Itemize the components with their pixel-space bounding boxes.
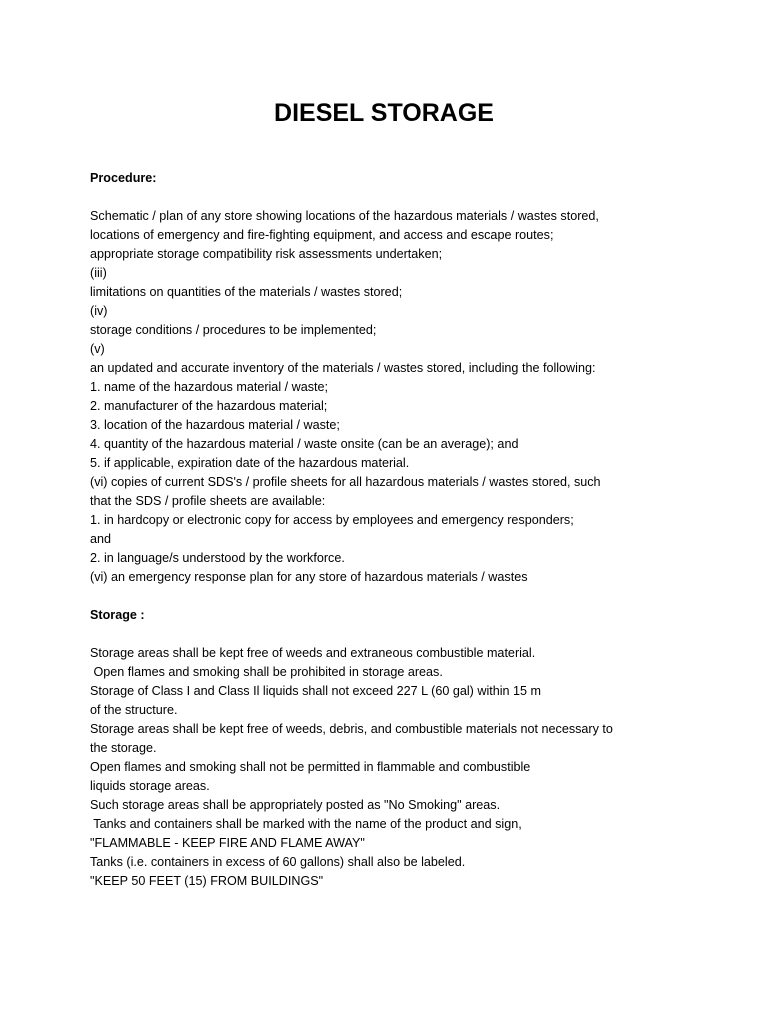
paragraph-line: an updated and accurate inventory of the materials / wastes stored, including the following: xyxy=(90,361,596,375)
paragraph-line: Such storage areas shall be appropriately posted as "No Smoking" areas. xyxy=(90,798,501,812)
section-heading-storage: Storage : xyxy=(90,608,145,622)
paragraph-line: Storage areas shall be kept free of weeds and extraneous combustible material. xyxy=(90,646,536,660)
list-item: 4. quantity of the hazardous material / waste onsite (can be an average); and xyxy=(90,437,519,451)
list-item: 2. manufacturer of the hazardous material; xyxy=(90,399,328,413)
paragraph-line: Tanks (i.e. containers in excess of 60 gallons) shall also be labeled. xyxy=(90,855,466,869)
document-body xyxy=(90,169,690,891)
paragraph-line: of the structure. xyxy=(90,703,178,717)
paragraph-line: (v) xyxy=(90,342,105,356)
paragraph-line: (vi) an emergency response plan for any store of hazardous materials / wastes xyxy=(90,570,528,584)
paragraph-line: (vi) copies of current SDS's / profile sheets for all hazardous materials / wastes stored, such xyxy=(90,475,601,489)
paragraph-line: storage conditions / procedures to be implemented; xyxy=(90,323,377,337)
list-item: 1. name of the hazardous material / waste; xyxy=(90,380,329,394)
paragraph-line: that the SDS / profile sheets are available: xyxy=(90,494,326,508)
blank-line xyxy=(90,587,690,606)
blank-line xyxy=(90,625,690,644)
blank-line xyxy=(90,188,690,207)
paragraph-line: Tanks and containers shall be marked with the name of the product and sign, xyxy=(90,817,522,831)
list-item: 1. in hardcopy or electronic copy for access by employees and emergency responders; xyxy=(90,513,574,527)
list-item: 3. location of the hazardous material / waste; xyxy=(90,418,340,432)
paragraph-line: locations of emergency and fire-fighting equipment, and access and escape routes; xyxy=(90,228,554,242)
paragraph-line: (iv) xyxy=(90,304,108,318)
paragraph-line: (iii) xyxy=(90,266,107,280)
paragraph-line: appropriate storage compatibility risk assessments undertaken; xyxy=(90,247,443,261)
paragraph-line: Schematic / plan of any store showing locations of the hazardous materials / wastes stored, xyxy=(90,209,599,223)
section-heading-procedure: Procedure: xyxy=(90,171,157,185)
paragraph-line: liquids storage areas. xyxy=(90,779,210,793)
paragraph-line: Open flames and smoking shall not be permitted in flammable and combustible xyxy=(90,760,531,774)
paragraph-line: the storage. xyxy=(90,741,157,755)
document-title: DIESEL STORAGE xyxy=(274,99,494,127)
paragraph-line: Open flames and smoking shall be prohibited in storage areas. xyxy=(90,665,443,679)
paragraph-line: limitations on quantities of the materials / wastes stored; xyxy=(90,285,403,299)
list-item: 5. if applicable, expiration date of the hazardous material. xyxy=(90,456,410,470)
list-item: 2. in language/s understood by the workforce. xyxy=(90,551,345,565)
paragraph-line: Storage of Class I and Class Il liquids shall not exceed 227 L (60 gal) within 15 m xyxy=(90,684,542,698)
paragraph-line: "FLAMMABLE - KEEP FIRE AND FLAME AWAY" xyxy=(90,836,365,850)
paragraph-line: Storage areas shall be kept free of weeds, debris, and combustible materials not necessary to xyxy=(90,722,613,736)
paragraph-line: and xyxy=(90,532,112,546)
paragraph-line: "KEEP 50 FEET (15) FROM BUILDINGS" xyxy=(90,874,324,888)
